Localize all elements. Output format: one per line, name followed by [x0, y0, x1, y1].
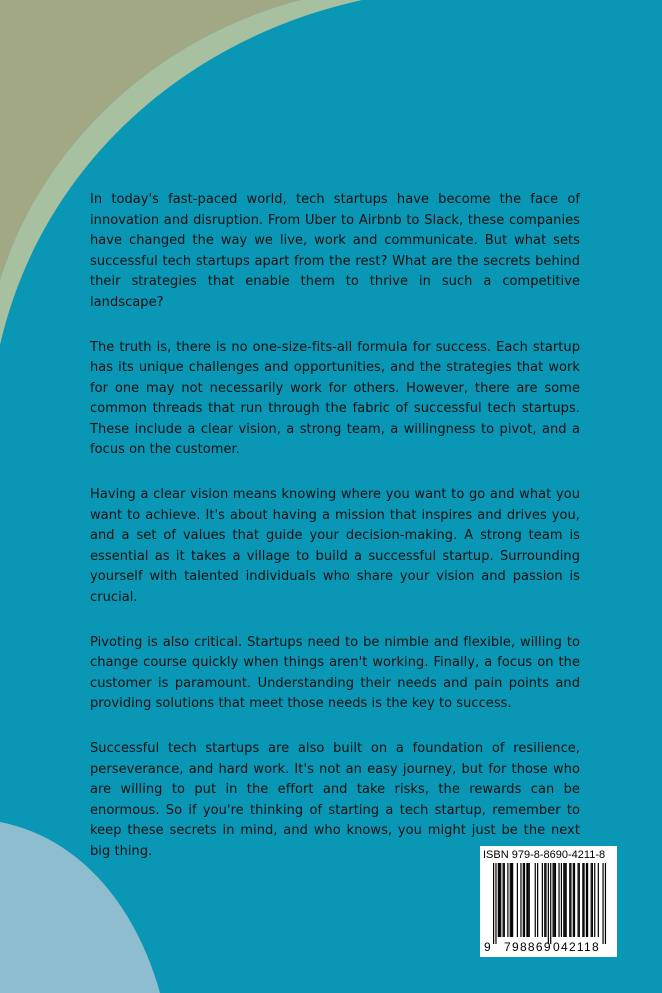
barcode-bar	[548, 863, 549, 944]
barcode-bar	[555, 863, 556, 937]
barcode-bar	[605, 863, 606, 944]
barcode-bar	[558, 863, 559, 937]
barcode-bar	[566, 863, 567, 937]
barcode-bar	[594, 863, 595, 937]
barcode-bar	[510, 863, 511, 937]
barcode-bar	[499, 863, 500, 937]
barcode-digit-lead: 9	[484, 940, 491, 954]
barcode-bar	[550, 863, 551, 944]
barcode-bar	[500, 863, 501, 937]
barcode-bar	[507, 863, 508, 937]
barcode-bar	[520, 863, 521, 937]
paragraph-5: Successful tech startups are also built on a foundation of resilience, perseverance, and hard work. It's not an easy journey, but for those who are willing to put in the effort and take risks, the rewards can be enormous. So if you're thinking of starting a tech startup, remember to keep these secrets in mind, and who knows, you might just be the next big thing.	[90, 741, 580, 859]
barcode-bar	[598, 863, 599, 937]
barcode-bar	[553, 863, 554, 937]
barcode-bar	[544, 863, 545, 937]
paragraph-4: Pivoting is also critical. Startups need to be nimble and flexible, willing to change course quickly when things aren't working. Finally, a focus on the customer is paramount. Understanding their needs and pain points and providing solutions that meet those needs is the key to success.	[90, 634, 580, 711]
barcode-bar	[523, 863, 524, 937]
barcode-bar	[574, 863, 575, 937]
barcode-bar	[569, 863, 570, 937]
barcode-bar	[493, 863, 494, 944]
isbn-label: ISBN 979-8-8690-4211-8	[483, 849, 606, 861]
barcode-bar	[586, 863, 587, 937]
barcode-bar	[561, 863, 562, 937]
barcode-bar	[542, 863, 543, 937]
barcode-bar	[577, 863, 578, 937]
barcode-bar	[592, 863, 593, 937]
paragraph-1: In today's fast-paced world, tech startups have become the face of innovation and disruption. From Uber to Airbnb to Slack, these companies have changed the way we live, work and communicate. But what sets successful tech startups apart from the rest? What are the secrets behind their strategies that enable them to thrive in such a competitive landscape?	[90, 192, 580, 310]
barcode-bar	[529, 863, 530, 937]
barcode-digits-right: 042118	[553, 940, 600, 954]
barcode-bar	[517, 863, 518, 937]
barcode-bar	[503, 863, 504, 937]
barcode-bar	[563, 863, 564, 937]
barcode-bar	[526, 863, 527, 937]
barcode-bar	[504, 863, 505, 937]
barcode-bar	[579, 863, 580, 937]
barcode-bar	[570, 863, 571, 937]
barcode-bar	[583, 863, 584, 937]
barcode-bar	[512, 863, 513, 937]
blurb-text	[90, 190, 580, 887]
paragraph-3: Having a clear vision means knowing where you want to go and what you want to achieve. It's about having a mission that inspires and drives you, and a set of values that guide your decision-making. A strong team is essential as it takes a village to build a successful startup. Surrounding yourself with talented individuals who share your vision and passion is crucial.	[90, 487, 580, 605]
paragraph-2: The truth is, there is no one-size-fits-all formula for success. Each startup has its unique challenges and opportunities, and the strategies that work for one may not necessarily work for others. However, there are some common threads that run through the fabric of successful tech startups. These include a clear vision, a strong team, a willingness to pivot, and a focus on the customer.	[90, 339, 580, 457]
barcode-bar	[528, 863, 529, 937]
barcode-bar	[587, 863, 588, 937]
barcode-bar	[582, 863, 583, 937]
barcode-bar	[524, 863, 525, 937]
barcode-bar	[511, 863, 512, 937]
barcode-bar	[573, 863, 574, 937]
barcode-digits-left: 798869	[504, 940, 552, 954]
barcode-bar	[537, 863, 538, 937]
barcode-bar	[591, 863, 592, 937]
barcode-bar	[498, 863, 499, 937]
isbn-barcode	[480, 846, 617, 957]
barcode-bar	[545, 863, 546, 937]
barcode-bar	[602, 863, 603, 944]
barcode-bar	[564, 863, 565, 937]
barcode-bar	[554, 863, 555, 937]
barcode-bar	[535, 863, 536, 937]
barcode-bar	[495, 863, 496, 944]
